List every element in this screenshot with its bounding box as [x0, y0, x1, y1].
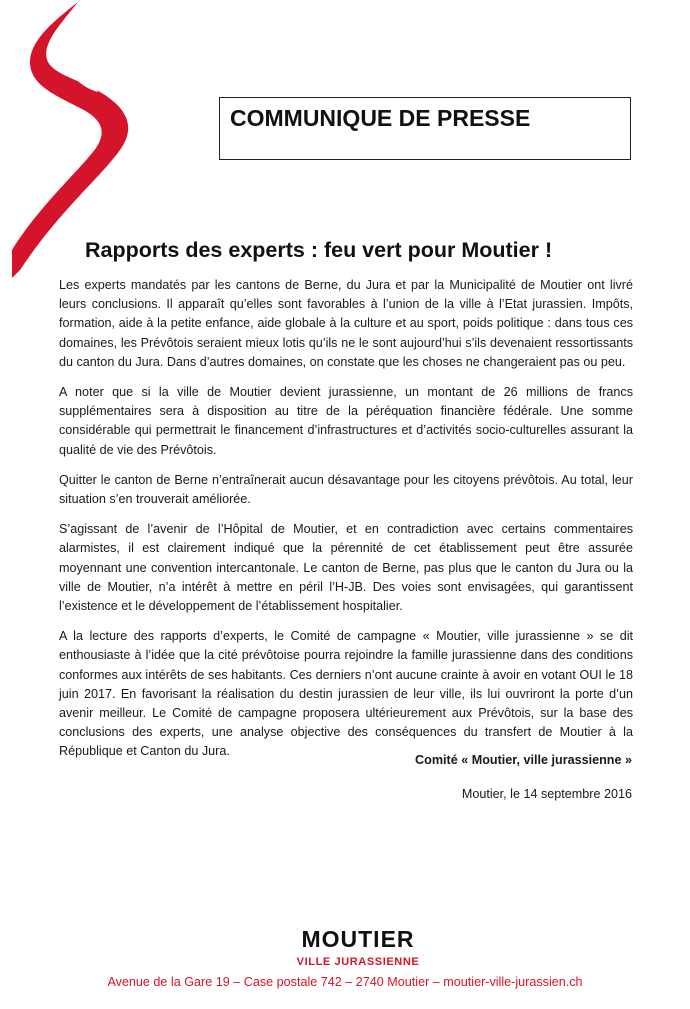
paragraph-5: A la lecture des rapports d’experts, le Comité de campagne « Moutier, ville jurassienne » se dit enthousiaste à l’idée que la cité prévôtoise pourra rejoindre la famille jurassienne dans des conditions conformes aux intérêts de ses habitants. Ces derniers n’ont aucune crainte à avoir en votant OUI le 18 juin 2017. En favorisant la réalisation du destin jurassien de leur ville, ils lui ouvriront la porte d’un avenir meilleur. Le Comité de campagne proposera ultérieurement aux Prévôtois, sur la base des conclusions des experts, une analyse objective des conséquences du transfert de Moutier à la République et Canton du Jura. — [59, 629, 633, 759]
moutier-logo — [290, 926, 430, 974]
paragraph-4: S’agissant de l’avenir de l’Hôpital de Moutier, et en contradiction avec certains commentaires alarmistes, il est clairement indiqué que la pérennité de cet établissement peut être assurée moyennant une convention intercantonale. Le canton de Berne, pas plus que le canton du Jura ou la ville de Moutier, n’a intérêt à mettre en péril l’H-JB. Des voies sont envisagées, qui garantissent l’existence et le développement de l’établissement hospitalier. — [59, 522, 633, 614]
signature: Comité « Moutier, ville jurassienne » — [415, 753, 632, 767]
document-body — [59, 276, 633, 773]
press-release-header-box — [219, 97, 631, 160]
paragraph-3: Quitter le canton de Berne n’entraînerait aucun désavantage pour les citoyens prévôtois. Au total, leur situation s’en trouverait améliorée. — [59, 472, 633, 507]
paragraph-2: A noter que si la ville de Moutier devient jurassienne, un montant de 26 millions de francs supplémentaires sera à disposition au titre de la péréquation financière fédérale. Une somme considérable qui permettrait le financement d’infrastructures et d’activités socio-culturelles assurant la qualité de vie des Prévôtois. — [59, 385, 633, 457]
footer-address: Avenue de la Gare 19 – Case postale 742 – 2740 Moutier – moutier-ville-jurassien.ch — [107, 975, 583, 989]
logo-tagline: VILLE JURASSIENNE — [296, 956, 420, 968]
date-line: Moutier, le 14 septembre 2016 — [461, 787, 632, 801]
paragraph-1: Les experts mandatés par les cantons de Berne, du Jura et par la Municipalité de Moutier ont livré leurs conclusions. Il apparaît qu’elles sont favorables à l’union de la ville à l’Etat jurassien. Impôts, formation, aide à la petite enfance, aide globale à la culture et au sport, poids politique : dans tous ces domaines, les Prévôtois seraient mieux lotis qu’ils ne le sont aujourd’hui s’ils devenaient ressortissants du canton du Jura. Dans d’autres domaines, on constate que les choses ne changeraient pas ou peu. — [59, 278, 633, 369]
logo-word: MOUTIER — [301, 926, 415, 952]
document-title: Rapports des experts : feu vert pour Moutier ! — [85, 238, 553, 262]
press-release-label: COMMUNIQUE DE PRESSE — [230, 105, 531, 131]
